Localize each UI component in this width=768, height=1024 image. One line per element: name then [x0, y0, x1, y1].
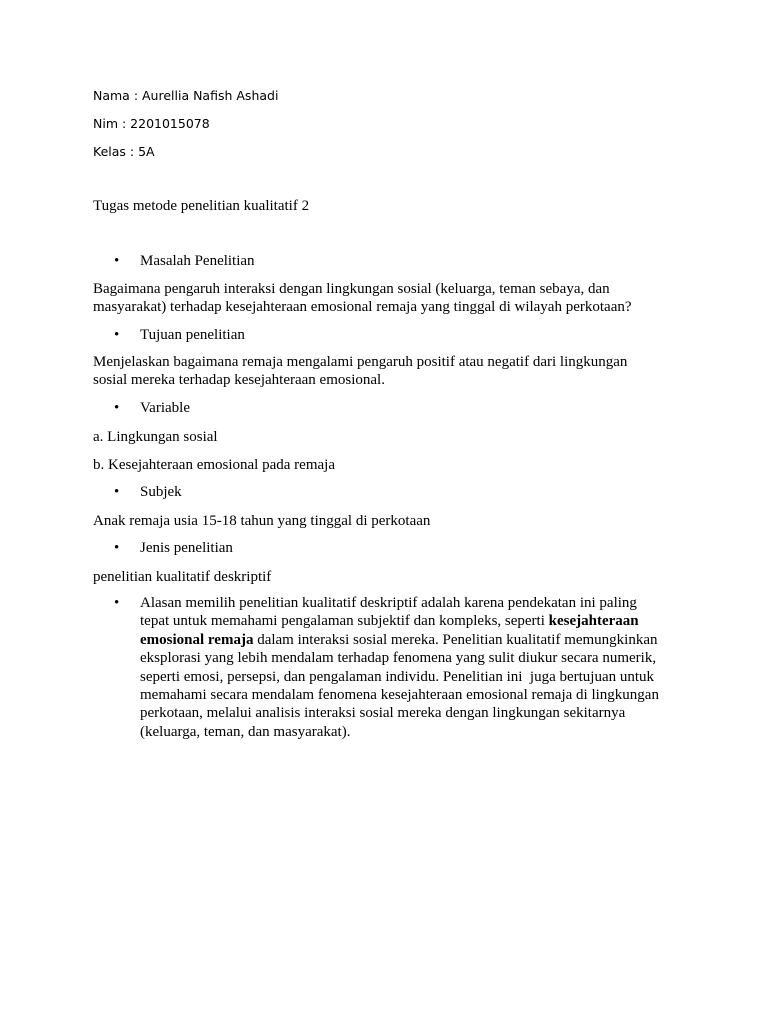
paragraph-line: Alasan memilih penelitian kualitatif deskriptif adalah karena pendekatan ini paling: [140, 595, 637, 611]
paragraph-line: (keluarga, teman, dan masyarakat).: [140, 723, 351, 740]
bullet-icon: •: [114, 595, 120, 611]
heading-masalah: Masalah Penelitian: [140, 253, 255, 269]
bold-text: emosional remaja: [140, 631, 254, 648]
student-nim: Nim : 2201015078: [93, 116, 210, 131]
bullet-icon: •: [114, 400, 120, 416]
bullet-icon: •: [114, 484, 120, 500]
bullet-icon: •: [114, 540, 120, 556]
document-title: Tugas metode penelitian kualitatif 2: [93, 198, 310, 214]
variable-item-b: b. Kesejahteraan emosional pada remaja: [93, 457, 335, 473]
bold-text: kesejahteraan: [548, 613, 639, 630]
paragraph-line: masyarakat) terhadap kesejahteraan emosional remaja yang tinggal di wilayah perkotaan?: [93, 299, 632, 316]
paragraph-masalah: [93, 280, 663, 317]
variable-item-a: a. Lingkungan sosial: [93, 429, 218, 445]
text-run: dalam interaksi sosial mereka. Penelitian kualitatif memungkinkan: [253, 631, 658, 648]
paragraph-jenis: penelitian kualitatif deskriptif: [93, 569, 272, 585]
paragraph-line: Menjelaskan bagaimana remaja mengalami pengaruh positif atau negatif dari lingkungan: [93, 354, 628, 370]
bullet-alasan: [114, 594, 694, 741]
student-class: Kelas : 5A: [93, 144, 155, 159]
paragraph-line: sosial mereka terhadap kesejahteraan emosional.: [93, 372, 385, 389]
bullet-icon: •: [114, 327, 120, 343]
paragraph-line: memahami secara mendalam fenomena kesejahteraan emosional remaja di lingkungan: [140, 687, 659, 704]
heading-tujuan: Tujuan penelitian: [140, 327, 245, 343]
paragraph-line: [140, 612, 692, 630]
heading-subjek: Subjek: [140, 484, 182, 500]
heading-variable: Variable: [140, 400, 190, 416]
paragraph-line: eksplorasi yang lebih mendalam terhadap fenomena yang sulit diukur secara numerik,: [140, 650, 657, 667]
heading-jenis: Jenis penelitian: [140, 540, 233, 556]
paragraph-line: perkotaan, melalui analisis interaksi sosial mereka dengan lingkungan sekitarnya: [140, 705, 626, 722]
paragraph-tujuan: [93, 353, 663, 390]
student-name: Nama : Aurellia Nafish Ashadi: [93, 88, 279, 103]
paragraph-subjek: Anak remaja usia 15-18 tahun yang tinggal di perkotaan: [93, 513, 431, 529]
text-run: tepat untuk memahami pengalaman subjektif dan kompleks, seperti: [140, 613, 549, 630]
paragraph-line: Bagaimana pengaruh interaksi dengan lingkungan sosial (keluarga, teman sebaya, dan: [93, 281, 610, 297]
paragraph-line: seperti emosi, persepsi, dan pengalaman individu. Penelitian ini juga bertujuan untuk: [140, 668, 655, 685]
bullet-icon: •: [114, 253, 120, 269]
paragraph-line: [140, 631, 692, 649]
paragraph-alasan: [140, 594, 692, 741]
